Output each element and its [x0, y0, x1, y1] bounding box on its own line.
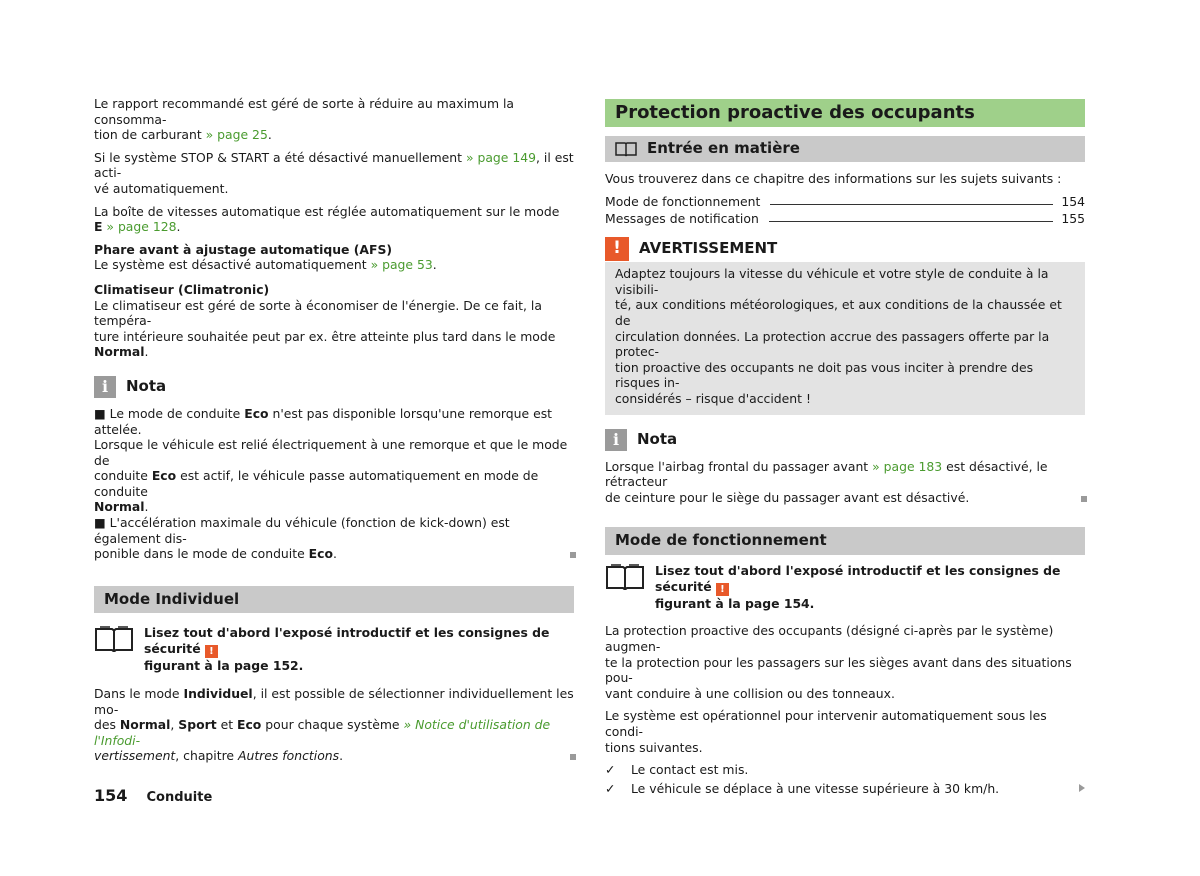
right-column	[605, 99, 1085, 799]
page-link[interactable]: » page 149	[465, 149, 536, 165]
paragraph: Dans le mode Individuel, il est possible de sélectionner individuellement les mo- des Normal, Sport et Eco pour chaque système » Notice d'utilisation de l'Infodi- vertissement, chapitre Autres fonctions.	[94, 686, 574, 764]
section-heading: Mode de fonctionnement	[605, 527, 1085, 555]
chapter-title: Protection proactive des occupants	[605, 99, 1085, 127]
paragraph: Si le système STOP & START a été désactivé manuellement » page 149, il est acti- vé automatiquement.	[94, 149, 574, 196]
checkmark-icon: ✓	[605, 780, 616, 796]
end-marker-icon	[1081, 496, 1087, 502]
nota-text: Lorsque l'airbag frontal du passager avant » page 183 est désactivé, le rétracteur de ceinture pour le siège du passager avant est désactivé.	[605, 459, 1085, 506]
intro-text: Vous trouverez dans ce chapitre des informations sur les sujets suivants :	[605, 170, 1062, 186]
nota-heading: i Nota	[94, 376, 574, 398]
list-item: ✓ Le véhicule se déplace à une vitesse supérieure à 30 km/h.	[605, 780, 1000, 796]
read-first-note: Lisez tout d'abord l'exposé introductif et les consignes de sécurité ! figurant à la page 154.	[605, 563, 1085, 611]
continue-arrow-icon	[1079, 784, 1085, 792]
paragraph: Le rapport recommandé est géré de sorte à réduire au maximum la consomma- tion de carburant » page 25.	[94, 96, 515, 143]
nota-heading: i Nota	[605, 429, 1085, 451]
toc-item[interactable]: Messages de notification 155	[605, 210, 1085, 226]
info-icon: i	[605, 429, 627, 451]
page-link[interactable]: » Notice d'utilisation de l'Infodi-	[94, 717, 551, 748]
warning-icon: !	[605, 237, 629, 261]
warning-box: ! AVERTISSEMENT Adaptez toujours la vitesse du véhicule et votre style de conduite à la visibili- té, aux conditions météorologiques, et aux conditions de la chaussée et de circulation données. La protection accrue des passagers offerte par la protec- tion proactive des occupants ne doit pas vous inciter à prendre des risques in- considérés – risque d'accident !	[605, 236, 1085, 414]
intro-heading: Entrée en matière	[605, 136, 1085, 162]
toc-item[interactable]: Mode de fonctionnement 154	[605, 193, 1085, 209]
warning-text: Adaptez toujours la vitesse du véhicule et votre style de conduite à la visibili- té, aux conditions météorologiques, et aux conditions de la chaussée et de circulation données. La protection accrue des passagers offerte par la protec- tion proactive des occupants ne doit pas vous inciter à prendre des risques in- considérés – risque d'accident !	[615, 266, 1062, 406]
page-link[interactable]: » page 183	[872, 458, 943, 474]
page-footer	[94, 786, 212, 805]
page-link[interactable]: » page 25	[205, 127, 268, 143]
list-item: ✓ Le contact est mis.	[605, 762, 749, 778]
end-marker-icon	[570, 552, 576, 558]
section-heading: Mode Individuel	[94, 586, 574, 614]
nota-text: ■ Le mode de conduite Eco n'est pas disponible lorsqu'une remorque est attelée. Lorsque le véhicule est relié électriquement à une remorque et que le mode de conduite Eco est actif, le véhicule passe automatiquement en mode de conduite Normal. ■ L'accélération maximale du véhicule (fonction de kick-down) est également dis- ponible dans le mode de conduite Eco.	[94, 406, 574, 562]
info-icon: i	[94, 376, 116, 398]
subheading: Climatiseur (Climatronic)	[94, 281, 270, 297]
read-first-note: Lisez tout d'abord l'exposé introductif et les consignes de sécurité ! figurant à la page 152.	[94, 625, 574, 673]
checkmark-icon: ✓	[605, 762, 616, 778]
paragraph: Climatiseur (Climatronic) Le climatiseur est géré de sorte à économiser de l'énergie. De ce fait, la tempéra- ture intérieure souhaitée peut par ex. être atteinte plus tard dans le mode Normal.	[94, 281, 556, 360]
condition-list	[605, 762, 1085, 796]
warning-icon: !	[205, 645, 218, 658]
page-number: 154	[94, 786, 128, 805]
paragraph: Le système est opérationnel pour intervenir automatiquement sous les condi- tions suivantes.	[605, 708, 1047, 755]
book-icon	[94, 625, 134, 653]
book-icon	[605, 563, 645, 591]
page-link[interactable]: » page 53	[370, 257, 433, 273]
end-marker-icon	[570, 754, 576, 760]
left-column	[94, 96, 574, 771]
page-link[interactable]: » page 128	[106, 219, 177, 235]
paragraph: La protection proactive des occupants (désigné ci-après par le système) augmen- te la protection pour les passagers sur les sièges avant dans des situations pou- vant conduire à une collision ou des tonneaux.	[605, 623, 1072, 701]
subheading: Phare avant à ajustage automatique (AFS)	[94, 241, 393, 257]
paragraph: Phare avant à ajustage automatique (AFS) Le système est désactivé automatiquement » page 53.	[94, 241, 437, 273]
paragraph: La boîte de vitesses automatique est réglée automatiquement sur le mode E » page 128.	[94, 203, 560, 235]
book-icon	[615, 141, 637, 157]
warning-icon: !	[716, 583, 729, 596]
chapter-name: Conduite	[146, 790, 213, 805]
toc-list	[605, 192, 1085, 226]
